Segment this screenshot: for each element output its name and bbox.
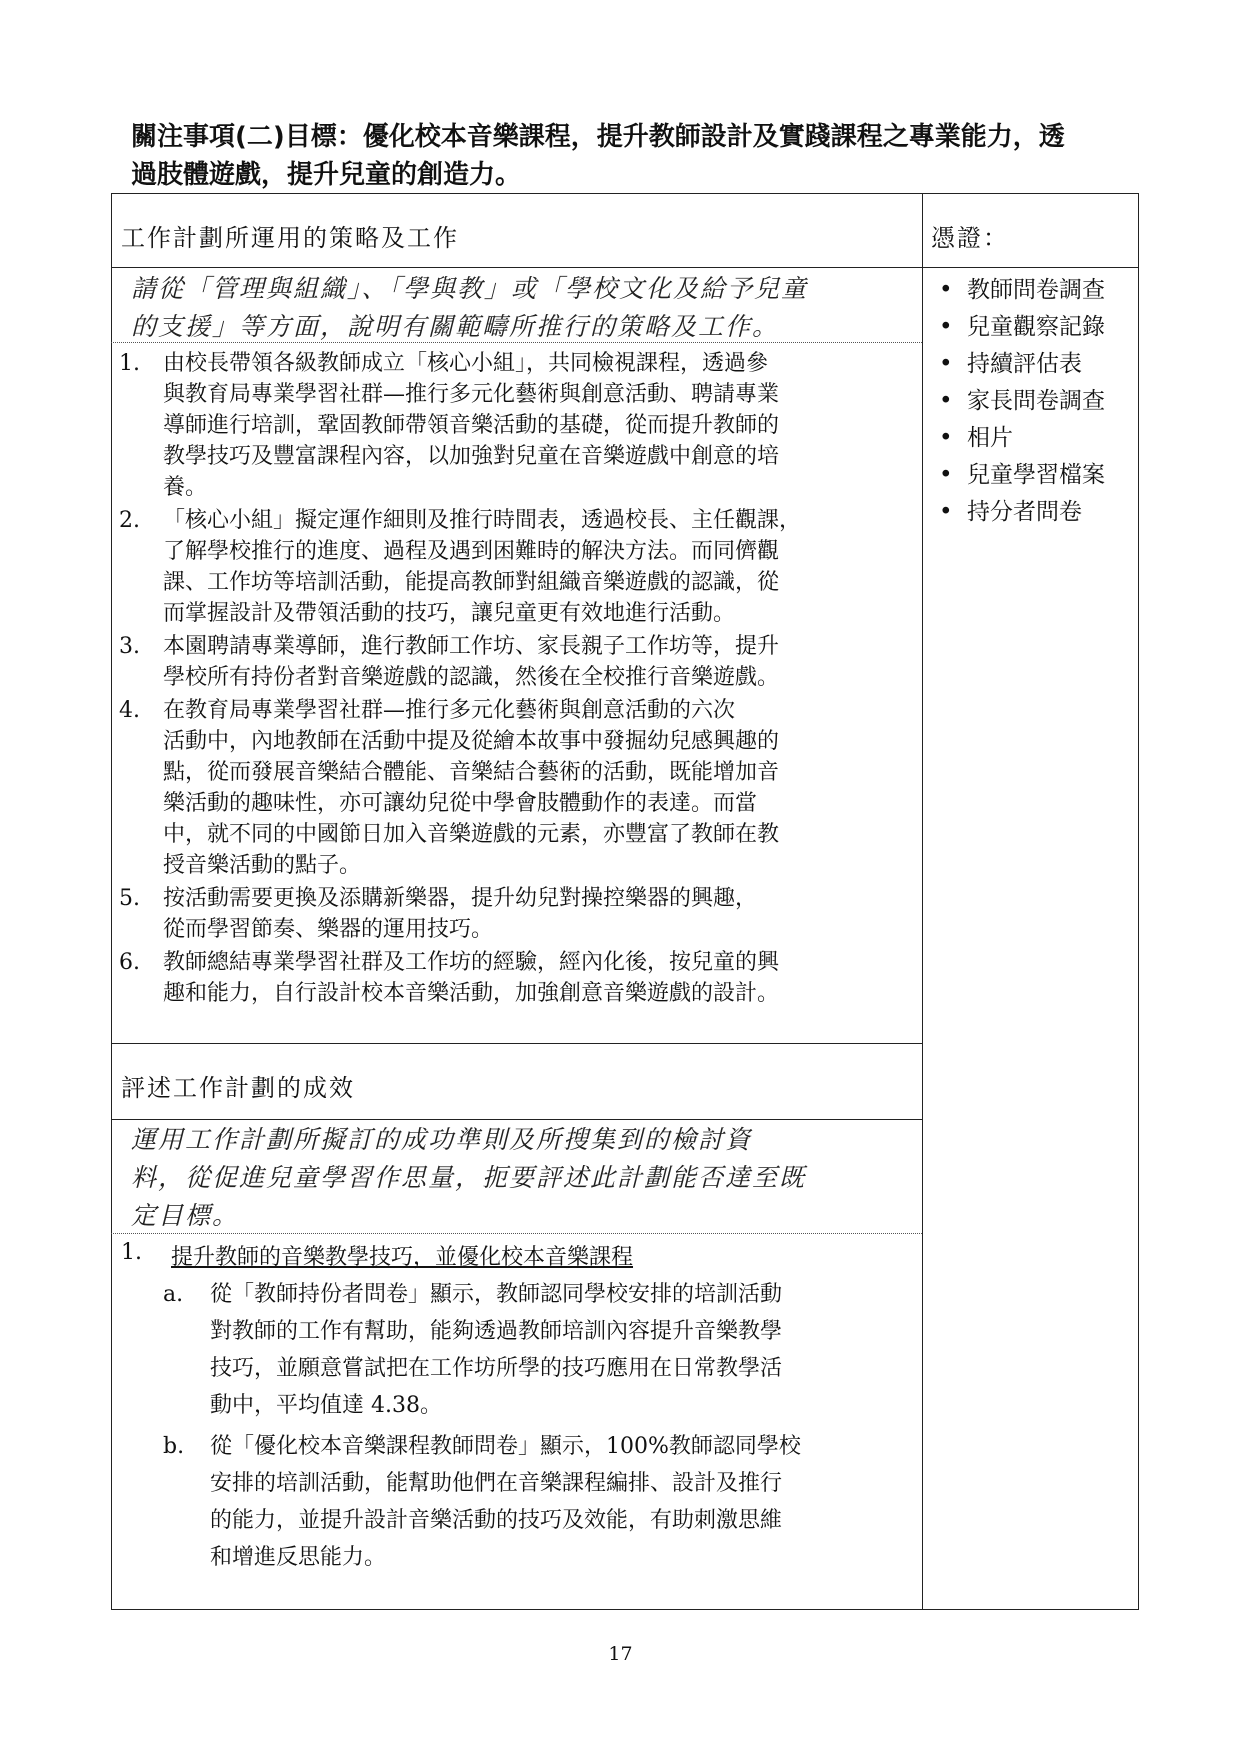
strategies-list	[119, 348, 919, 1009]
evidence-label: 兒童觀察記錄	[967, 314, 1105, 340]
strategy-line: 從而學習節奏、樂器的運用技巧。	[163, 917, 494, 942]
strategy-line: 養。	[163, 475, 208, 500]
strategy-item	[119, 505, 919, 629]
strategy-line: 樂活動的趣味性，亦可讓幼兒從中學會肢體動作的表達。而當	[163, 791, 758, 816]
strategy-line: 趣和能力，自行設計校本音樂活動，加強創意音樂遊戲的設計。	[163, 981, 780, 1006]
table-border-top	[111, 193, 1139, 194]
subitem-marker: b.	[163, 1434, 185, 1459]
strategy-item	[119, 883, 919, 945]
strategy-line: 「核心小組」擬定運作細則及推行時間表，透過校長、主任觀課，	[163, 508, 802, 533]
evaluation-prompt-line: 定目標。	[131, 1201, 240, 1230]
evaluation-row-divider-bottom	[111, 1119, 922, 1120]
evidence-list	[937, 272, 1137, 531]
evidence-label: 持分者問卷	[967, 499, 1082, 525]
evidence-item	[937, 346, 1137, 383]
evidence-label: 持續評估表	[967, 351, 1082, 377]
strategy-prompt-line: 的支援」等方面，說明有關範疇所推行的策略及工作。	[131, 312, 780, 341]
heading-line: 關注事項(二)目標：優化校本音樂課程，提升教師設計及實踐課程之專業能力，透	[131, 122, 1065, 152]
strategy-line: 課、工作坊等培訓活動，能提高教師對組織音樂遊戲的認識，從	[163, 570, 780, 595]
bullet-icon: •	[939, 351, 953, 377]
table-column-divider	[922, 193, 923, 1610]
strategy-line: 與教育局專業學習社群—推行多元化藝術與創意活動、聘請專業	[163, 382, 780, 407]
strategy-line: 學校所有持份者對音樂遊戲的認識，然後在全校推行音樂遊戲。	[163, 665, 780, 690]
strategy-header: 工作計劃所運用的策略及工作	[121, 224, 459, 252]
strategy-line: 授音樂活動的點子。	[163, 853, 362, 878]
strategy-line: 教學技巧及豐富課程內容，以加強對兒童在音樂遊戲中創意的培	[163, 444, 780, 469]
table-border-bottom	[111, 1609, 1139, 1610]
evaluation-section-number: 1.	[121, 1240, 142, 1265]
table-border-right	[1138, 193, 1139, 1610]
evidence-header: 憑證：	[931, 224, 1009, 252]
evidence-item	[937, 383, 1137, 420]
strategy-number: 5.	[119, 886, 140, 911]
evaluation-prompt-line: 料，從促進兒童學習作思量，扼要評述此計劃能否達至既	[131, 1163, 807, 1192]
subitem-line: 技巧，並願意嘗試把在工作坊所學的技巧應用在日常教學活	[210, 1356, 783, 1381]
evidence-label: 兒童學習檔案	[967, 462, 1105, 488]
bullet-icon: •	[939, 499, 953, 525]
subitem-line: 動中，平均值達 4.38。	[210, 1393, 442, 1418]
subitem-line: 安排的培訓活動，能幫助他們在音樂課程編排、設計及推行	[210, 1471, 783, 1496]
strategy-item	[119, 695, 919, 881]
bullet-icon: •	[939, 388, 953, 414]
subitem-marker: a.	[163, 1282, 184, 1307]
strategy-item	[119, 947, 919, 1009]
evidence-label: 教師問卷調查	[967, 277, 1105, 303]
strategy-number: 6.	[119, 950, 140, 975]
focus-heading	[131, 118, 1131, 194]
subitem-line: 從「教師持份者問卷」顯示，教師認同學校安排的培訓活動	[210, 1282, 783, 1307]
bullet-icon: •	[939, 314, 953, 340]
header-row-divider	[111, 267, 1139, 268]
strategy-line: 本園聘請專業導師，進行教師工作坊、家長親子工作坊等，提升	[163, 634, 780, 659]
evidence-item	[937, 457, 1137, 494]
strategy-number: 4.	[119, 698, 140, 723]
bullet-icon: •	[939, 425, 953, 451]
strategy-number: 3.	[119, 634, 140, 659]
table-border-left	[111, 193, 112, 1610]
strategy-line: 點，從而發展音樂結合體能、音樂結合藝術的活動，既能增加音	[163, 760, 780, 785]
strategy-line: 了解學校推行的進度、過程及遇到困難時的解決方法。而同儕觀	[163, 539, 780, 564]
strategy-prompt-line: 請從「管理與組織」、「學與教」或「學校文化及給予兒童	[131, 274, 809, 303]
evaluation-row-divider-top	[111, 1043, 922, 1044]
strategy-item	[119, 348, 919, 503]
evidence-label: 家長問卷調查	[967, 388, 1105, 414]
bullet-icon: •	[939, 277, 953, 303]
strategy-number: 2.	[119, 508, 140, 533]
strategy-line: 中，就不同的中國節日加入音樂遊戲的元素，亦豐富了教師在教	[163, 822, 780, 847]
subitem-line: 和增進反思能力。	[210, 1545, 387, 1570]
evaluation-section-title: 提升教師的音樂教學技巧，並優化校本音樂課程	[171, 1245, 634, 1270]
evidence-label: 相片	[967, 425, 1013, 451]
page-number: 17	[608, 1643, 633, 1665]
evidence-item	[937, 420, 1137, 457]
subitem-line: 從「優化校本音樂課程教師問卷」顯示，100%教師認同學校	[210, 1434, 801, 1459]
strategy-line: 而掌握設計及帶領活動的技巧，讓兒童更有效地進行活動。	[163, 601, 736, 626]
strategy-line: 教師總結專業學習社群及工作坊的經驗，經內化後，按兒童的興	[163, 950, 780, 975]
evidence-item	[937, 272, 1137, 309]
evaluation-prompt	[131, 1121, 806, 1235]
subitem-line: 對教師的工作有幫助，能夠透過教師培訓內容提升音樂教學	[210, 1319, 783, 1344]
heading-line: 過肢體遊戲，提升兒童的創造力。	[131, 160, 522, 190]
strategy-number: 1.	[119, 351, 140, 376]
strategy-line: 在教育局專業學習社群—推行多元化藝術與創意活動的六次	[163, 698, 736, 723]
subitem-line: 的能力，並提升設計音樂活動的技巧及效能，有助刺激思維	[210, 1508, 783, 1533]
strategy-line: 活動中，內地教師在活動中提及從繪本故事中發掘幼兒感興趣的	[163, 729, 780, 754]
strategy-prompt	[131, 270, 808, 346]
strategy-line: 由校長帶領各級教師成立「核心小組」，共同檢視課程，透過參	[163, 351, 769, 376]
evidence-item	[937, 309, 1137, 346]
strategy-line: 導師進行培訓，鞏固教師帶領音樂活動的基礎，從而提升教師的	[163, 413, 780, 438]
bullet-icon: •	[939, 462, 953, 488]
strategy-line: 按活動需要更換及添購新樂器，提升幼兒對操控樂器的興趣，	[163, 886, 758, 911]
strategy-item	[119, 631, 919, 693]
evaluation-prompt-line: 運用工作計劃所擬訂的成功準則及所搜集到的檢討資	[131, 1125, 753, 1154]
evaluation-header: 評述工作計劃的成效	[121, 1074, 355, 1102]
evidence-item	[937, 494, 1137, 531]
